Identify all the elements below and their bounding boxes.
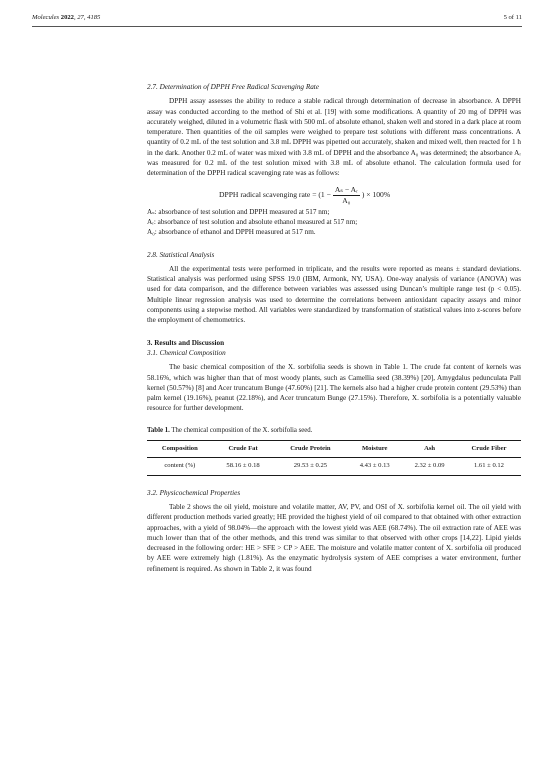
header-divider [32,26,522,27]
table-header-cell: Ash [402,441,457,458]
table-1-caption-text: The chemical composition of the X. sorbifolia seed. [169,426,313,434]
body-content [147,82,521,574]
definition-ar: Aᵣ: absorbance of test solution and absolute ethanol measured at 517 nm; [147,217,358,226]
table-cell: 29.53 ± 0.25 [274,458,348,475]
section-2-7-title: 2.7. Determination of DPPH Free Radical Scavenging Rate [147,83,319,91]
table-1-caption [147,426,521,436]
table-cell: 2.32 ± 0.09 [402,458,457,475]
definition-a0: A₀: absorbance of ethanol and DPPH measured at 517 nm. [147,228,316,237]
table-1-label: Table 1. [147,426,170,434]
section-3-title: 3. Results and Discussion [147,338,225,347]
table-cell: content (%) [147,458,213,475]
equation-numerator: Aₛ − Aᵣ [334,184,358,194]
section-2-7-paragraph: DPPH assay assesses the ability to reduce a stable radical through determination of decrease in absorbance. A DPPH assay was conducted according to the method of Shi et al. [19] with some modifications. A quantity of 20 mg of DPPH was accurately weighed, diluted in a volumetric flask with 500 mL of absolute ethanol, shaken well and stored in a dark place at room temperature. Then quantities of the oil samples were weighed to prepare test solutions with different mass concentrations. A quantity of 0.2 mL of the test solution and 3.8 mL DPPH was pipetted out accurately, shaken and mixed well, then reacted for 1 h in the dark. Another 0.2 mL of water was mixed with 3.8 mL of DPPH and the absorbance A₀ was determined; the absorbance Aᵣ was measured for 0.2 mL of the test solution mixed with 3.8 mL of absolute ethanol. The calculation formula used for determination of the DPPH radical scavenging rate was as follows: [147,97,521,178]
section-3-2-title: 3.2. Physicochemical Properties [147,488,241,497]
section-2-8-paragraph: All the experimental tests were performed in triplicate, and the results were reported as means ± standard deviations. Statistical analysis was performed using SPSS 19.0 (IBM, Armonk, NY, USA). One-way analysis of variance (ANOVA) was used for data comparison, and the difference between variables was assessed using Duncan’s multiple range test (p < 0.05). Multiple linear regression analysis was used to determine the correlations between antioxidant capacity assays and minor components using a stepwise method. All variables were standardized by transformation of statistical values into z-scores before the employment of chemometrics. [147,264,521,325]
journal-name: Molecules [32,14,60,21]
table-row [147,458,521,475]
section-3-1-title: 3.1. Chemical Composition [147,348,226,357]
journal-citation [32,14,100,21]
table-header-cell: Crude Fat [213,441,274,458]
page-number: 5 of 11 [503,14,522,21]
table-cell: 4.43 ± 0.13 [347,458,402,475]
definition-as: Aₛ: absorbance of test solution and DPPH measured at 517 nm; [147,207,330,216]
journal-year: 2022 [60,14,74,21]
table-header-row [147,441,521,458]
section-3-1-paragraph: The basic chemical composition of the X. sorbifolia seeds is shown in Table 1. The crude fat content of kernels was 58.16%, which was higher than that of most woody plants, such as Camellia seed (38.39%) [20], Amygdalus pedunculata Pall kernel (50.57%) [8] and Acer truncatum Bunge (47.60%) [21]. The kernels also had a higher crude protein content (29.53%) than palm kernel (19.16%), peanut (22.18%), and Acer truncatum Bunge (27.15%). Therefore, X. sorbifolia is a potentially valuable resource for further development. [147,363,521,413]
dpph-equation [147,179,521,207]
equation-rhs: ) × 100% [361,190,391,200]
equation-fraction [333,185,360,206]
equation-denominator: A₀ [342,195,351,205]
running-header [32,14,522,26]
table-cell: 1.61 ± 0.12 [457,458,521,475]
table-header-cell: Moisture [347,441,402,458]
table-header-cell: Crude Fiber [457,441,521,458]
journal-volume: , 27, 4185 [73,14,101,21]
section-2-8-title: 2.8. Statistical Analysis [147,250,215,259]
table-cell: 58.16 ± 0.18 [213,458,274,475]
composition-table [147,440,521,476]
section-3-2-paragraph: Table 2 shows the oil yield, moisture and volatile matter, AV, PV, and OSI of X. sorbifolia kernel oil. The oil yield with different production methods varied greatly; HE provided the highest yield of oil compared to that obtained with other extraction approaches, with a yield of 98.04%—the approach with the lowest yield was AEE (68.74%). The oil extraction rate of AEE was much lower than that of the other methods, and this trend was similar to that observed with other crops [14,22]. Lipid yields decreased in the following order: HE > SFE > CP > AEE. The moisture and volatile matter content of X. sorbifolia oil produced by AEE were extremely high (1.81%). As the enzymatic hydrolysis system of AEE comprises a water environment, further refinement is required. As shown in Table 2, it was found [147,502,521,573]
equation-lhs: DPPH radical scavenging rate = (1 − [219,190,331,200]
table-header-cell: Crude Protein [274,441,348,458]
table-header-cell: Composition [147,441,213,458]
